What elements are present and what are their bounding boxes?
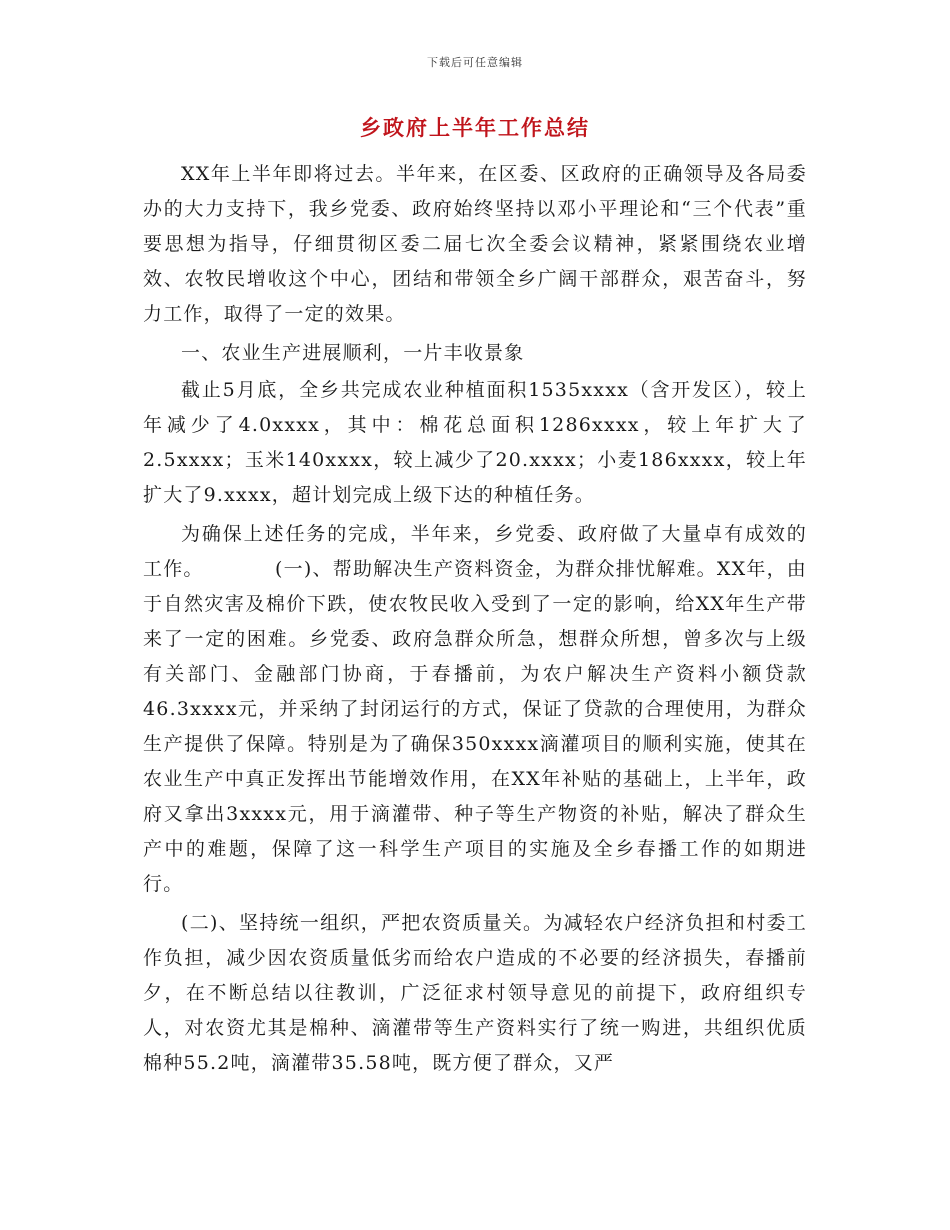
page-header-note: 下载后可任意编辑 xyxy=(427,56,523,69)
paragraph-quality-control: (二)、坚持统一组织，严把农资质量关。为减轻农户经济负担和村委工作负担，减少因农资质量低劣而给农户造成的不必要的经济损失，春播前夕，在不断总结以往教训，广泛征求村领导意见的前提下，政府组织专人，对农资尤其是棉种、滴灌带等生产资料实行了统一购进，共组织优质棉种55.2吨，滴灌带35.58吨，既方便了群众，又严 xyxy=(143,912,807,1074)
document-title: 乡政府上半年工作总结 xyxy=(360,115,590,140)
paragraph-planting-area: 截止5月底，全乡共完成农业种植面积1535xxxx（含开发区），较上年减少了4.0xxxx，其中：棉花总面积1286xxxx，较上年扩大了2.5xxxx；玉米140xxxx，较上减少了20.xxxx；小麦186xxxx，较上年扩大了9.xxxx，超计划完成上级下达的种植任务。 xyxy=(143,379,807,506)
section-heading-agriculture: 一、农业生产进展顺利，一片丰收景象 xyxy=(181,342,525,364)
paragraph-intro: XX年上半年即将过去。半年来，在区委、区政府的正确领导及各局委办的大力支持下，我乡党委、政府始终坚持以邓小平理论和“三个代表”重要思想为指导，仔细贯彻区委二届七次全委会议精神，紧紧围绕农业增效、农牧民增收这个中心，团结和带领全乡广阔干部群众，艰苦奋斗，努力工作，取得了一定的效果。 xyxy=(143,163,807,325)
paragraph-funding-support: 为确保上述任务的完成，半年来，乡党委、政府做了大量卓有成效的工作。 (一)、帮助解决生产资料资金，为群众排忧解难。XX年，由于自然灾害及棉价下跌，使农牧民收入受到了一定的影响，给XX年生产带来了一定的困难。乡党委、政府急群众所急，想群众所想，曾多次与上级有关部门、金融部门协商，于春播前，为农户解决生产资料小额贷款46.3xxxx元，并采纳了封闭运行的方式，保证了贷款的合理使用，为群众生产提供了保障。特别是为了确保350xxxx滴灌项目的顺利实施，使其在农业生产中真正发挥出节能增效作用，在XX年补贴的基础上，上半年，政府又拿出3xxxx元，用于滴灌带、种子等生产物资的补贴，解决了群众生产中的难题，保障了这一科学生产项目的实施及全乡春播工作的如期进行。 xyxy=(143,523,807,895)
document-body xyxy=(143,157,807,1085)
